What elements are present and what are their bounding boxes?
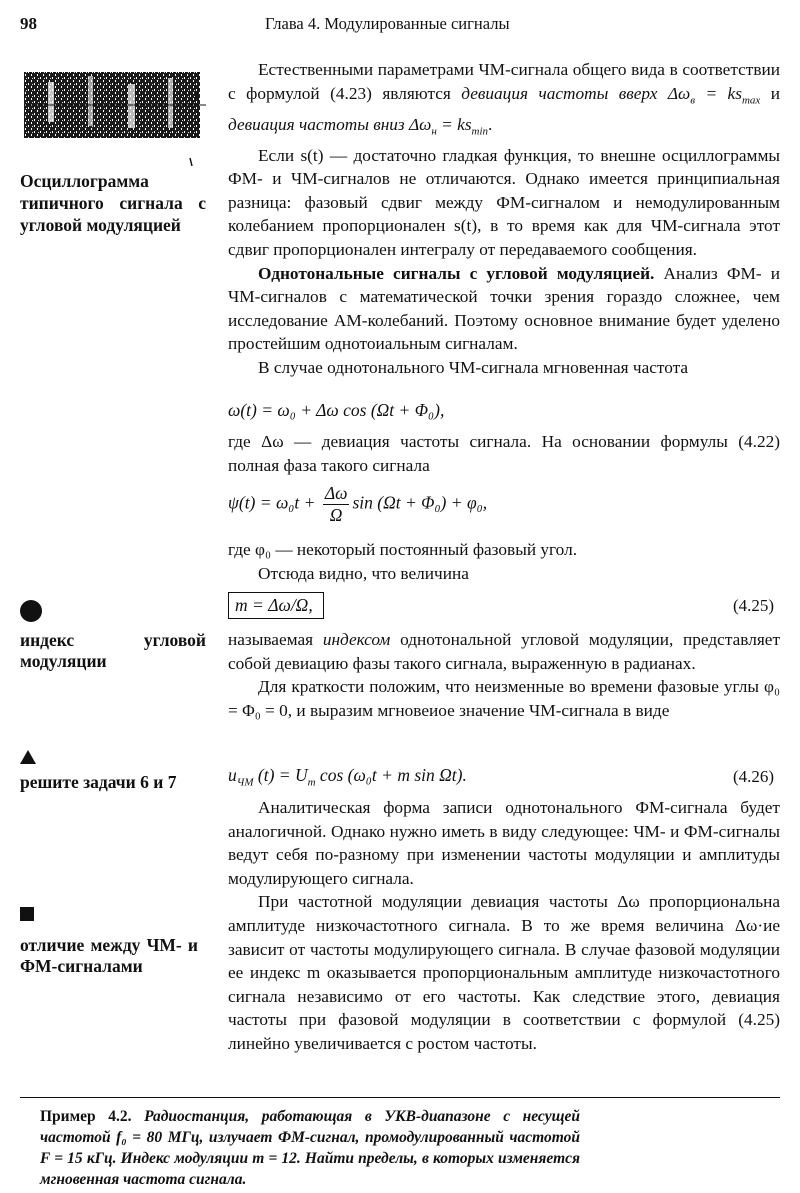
paragraph-brevity: Для краткости положим, что неизменные во времени фазовые углы φ₀ = Φ₀ = 0, и выразим мгновеиое значение ЧМ-сигнала в виде [228, 677, 780, 720]
page-number: 98 [20, 14, 37, 33]
equation-index: m = Δω/Ω, [228, 592, 324, 619]
triangle-icon [20, 750, 36, 764]
paragraph-parameters: Естественными параметрами ЧМ-сигнала общего вида в соответствии с формулой (4.23) являются девиация частоты вверх $\Delta\omega_в = ks_{max}$ и девиация частоты вниз $\Delta\omega_н = ks_{min}$. [228, 60, 780, 138]
paragraph-deviation: где Δω — девиация частоты сигнала. На основании формулы (4.22) полная фаза такого сигнала [228, 432, 780, 475]
paragraph-instant-frequency: В случае однотонального ЧМ-сигнала мгновенная частота [258, 358, 689, 378]
example-block [40, 1106, 580, 1190]
main-text-2 [228, 430, 780, 477]
paragraph-phase-angle: где φ₀ — некоторый постоянный фазовый угол. [228, 540, 578, 559]
paragraph-single-tone: Однотональные сигналы с угловой модуляцией. Анализ ФМ- и ЧМ-сигналов с математической точки зрения гораздо сложнее, чем исследование АМ-колебаний. Поэтому основное внимание будет уделено простейшим однотоиальным сигналам. [228, 263, 781, 354]
main-text [228, 58, 780, 380]
equation-number-4-25: (4.25) [733, 596, 775, 615]
margin-note-index: индекс угловой модуляции [20, 630, 206, 671]
main-text-3 [228, 538, 780, 585]
equation-phase: ψ(t) = ω₀t + $\frac{\Delta\omega}{\Omega}$ sin (Ωt + Φ₀) + φ₀, [228, 483, 488, 525]
margin-note-difference: отличие между ЧМ- и ФМ-сигналами [20, 935, 198, 976]
equation-number-4-26: (4.26) [733, 767, 775, 786]
section-divider [20, 1097, 780, 1098]
equation-fm-signal: $u_{ЧМ}$ $(t) = U_m$ cos (ω₀t + m sin Ωt). [228, 765, 467, 789]
paragraph-smooth-function: Если s(t) — достаточно гладкая функция, то внешне осциллограммы ФМ- и ЧМ-сигналов не отличаются. Однако имеется принципиальная разница: фазовый сдвиг между ФМ-сигналом и немодулированным колебанием пропорционален s(t), в то время как для ЧМ-сигнала этот сдвиг пропорционален интегралу от передаваемого сообщения. [228, 145, 780, 260]
paragraph-index-definition: называемая индексом однотональной угловой модуляции, представляет собой девиацию фазы такого сигнала, выраженную в радианах. [228, 630, 780, 673]
margin-note-problems: решите задачи 6 и 7 [20, 772, 177, 792]
time-axis-label: t [195, 88, 199, 103]
paragraph-fm-vs-pm: При частотной модуляции девиация частоты Δω пропорциональна амплитуде низкочастотного сигнала. В то же время величина Δω·ие зависит от частоты модулирующего сигнала. В случае фазовой модуляции ее индекс m оказывается пропорциональным амплитуде низкочастотного сигнала независимо от его частоты. Как следствие этого, девиация частоты при фазовой модуляции в соответствии с формулой (4.25) линейно увеличивается с ростом частоты. [228, 892, 780, 1053]
paragraph-analytic-form: Аналитическая форма записи однотонального ФМ-сигнала будет аналогичной. Однако нужно иметь в виду следующее: ЧМ- и ФМ-сигналы ведут себя по-разному при изменении частоты модуляции и амплитуды модулирующего сигнала. [228, 798, 780, 888]
main-text-4 [228, 628, 780, 722]
example-text: Радиостанция, работающая в УКВ-диапазоне с несущей частотой f₀ = 80 МГц, излучает ФМ-сигнал, промодулированный частотой F = 15 кГц. Индекс модуляции m = 12. Найти пределы, в которых изменяется мгновенная частота сигнала. [40, 1108, 580, 1188]
paragraph-hence: Отсюда видно, что величина [258, 563, 469, 583]
section-heading: Однотональные сигналы с угловой модуляцией. [258, 263, 655, 283]
oscillogram-figure [18, 62, 210, 170]
figure-caption: Осциллограмма типичного сигнала с угловой модуляцией [20, 171, 206, 235]
chapter-title: Глава 4. Модулированные сигналы [265, 14, 510, 33]
equation-omega: ω(t) = ω₀ + Δω cos (Ωt + Φ₀), [228, 400, 445, 420]
square-icon [20, 907, 34, 921]
main-text-5 [228, 796, 780, 1056]
circle-icon [20, 600, 42, 622]
example-label: Пример 4.2. [40, 1108, 132, 1125]
